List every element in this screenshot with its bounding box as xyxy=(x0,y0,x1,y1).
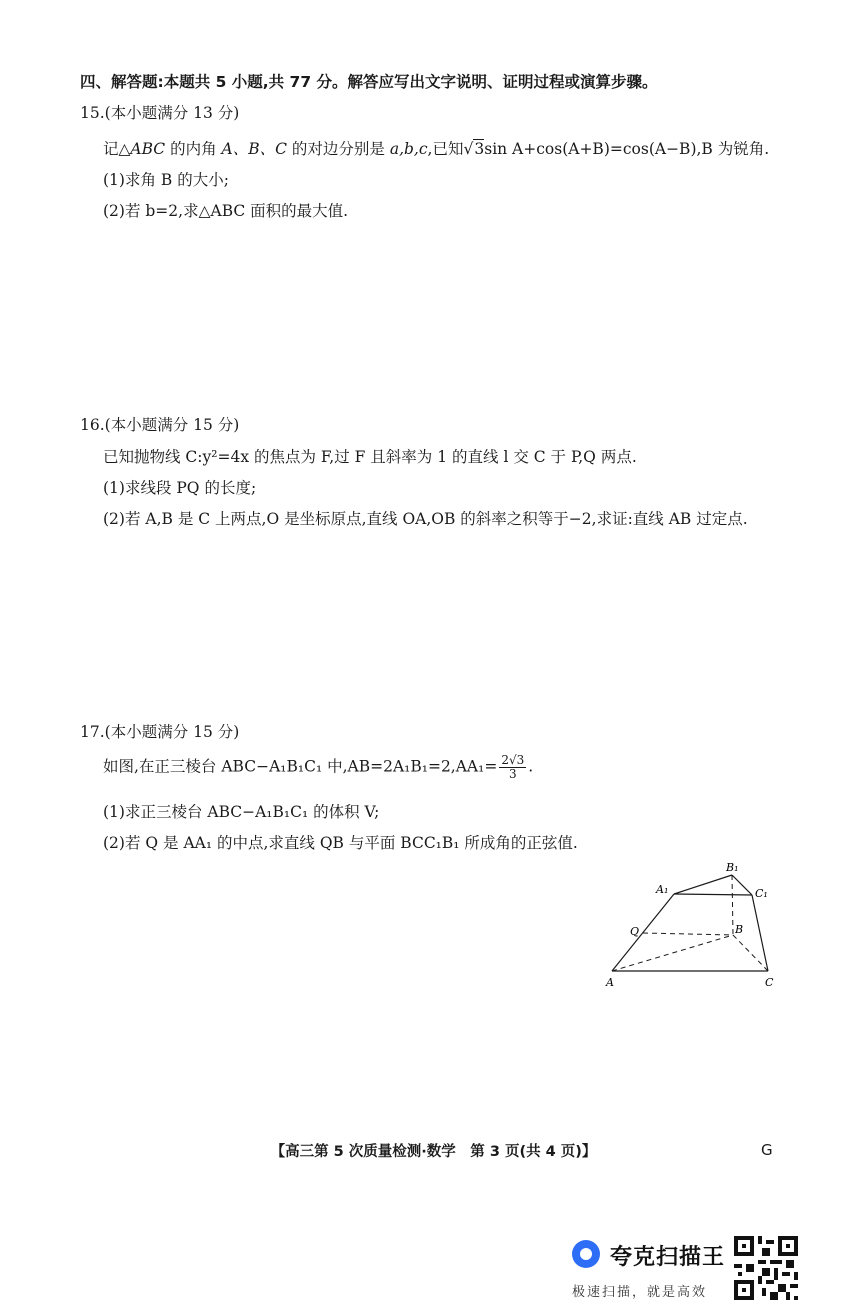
q16-heading: 16.(本小题满分 15 分) xyxy=(80,416,240,434)
q15-stem-abc: ABC xyxy=(130,140,166,158)
q15-part1: (1)求角 B 的大小; xyxy=(103,171,229,189)
edge-cc1 xyxy=(752,895,768,971)
version-mark: G xyxy=(761,1141,773,1159)
q17-part2: (2)若 Q 是 AA₁ 的中点,求直线 QB 与平面 BCC₁B₁ 所成角的正弦值. xyxy=(103,834,578,852)
label-c1: C₁ xyxy=(755,887,768,900)
q15-stem xyxy=(103,137,769,159)
label-c: C xyxy=(765,976,774,989)
qr-code-icon xyxy=(734,1236,798,1300)
q15-stem-sides: a,b,c xyxy=(389,140,428,158)
label-b: B xyxy=(735,923,744,936)
sqrt3-glyph: √3 xyxy=(463,140,485,158)
q17-heading: 17.(本小题满分 15 分) xyxy=(80,723,240,741)
edge-a1b1 xyxy=(674,875,732,894)
q15-stem-formula: sin A+cos(A+B)=cos(A−B) xyxy=(484,140,697,158)
q17-part1: (1)求正三棱台 ABC−A₁B₁C₁ 的体积 V; xyxy=(103,803,380,821)
edge-qb xyxy=(643,933,733,935)
edge-aa1 xyxy=(612,894,674,971)
label-a: A xyxy=(606,976,614,989)
q16-part1: (1)求线段 PQ 的长度; xyxy=(103,479,257,497)
edge-bc xyxy=(733,935,768,971)
q17-frac-den: 3 xyxy=(508,767,517,781)
edge-ab xyxy=(612,935,733,971)
frustum-figure xyxy=(600,855,790,995)
edge-a1c1 xyxy=(674,894,752,895)
label-a1: A₁ xyxy=(656,883,669,896)
q15-stem-mid3: ,已知 xyxy=(427,140,464,158)
q17-frac-num: 2√3 xyxy=(501,753,525,767)
watermark-subtitle: 极速扫描，就是高效 xyxy=(572,1285,708,1300)
page-footer: 【高三第 5 次质量检测·数学 第 3 页(共 4 页)】 xyxy=(270,1144,597,1160)
q15-stem-mid2: 的对边分别是 xyxy=(286,140,390,158)
q17-fraction xyxy=(499,754,526,781)
watermark-title: 夸克扫描王 xyxy=(610,1245,726,1270)
q15-part2: (2)若 b=2,求△ABC 面积的最大值. xyxy=(103,202,349,220)
q15-stem-mid: 的内角 xyxy=(165,140,222,158)
edge-bb1 xyxy=(732,875,733,935)
quark-logo-icon xyxy=(572,1240,600,1268)
q15-stem-vars: A、B、C xyxy=(221,140,287,158)
q15-stem-post: ,B 为锐角. xyxy=(696,140,770,158)
q16-stem: 已知抛物线 C:y²=4x 的焦点为 F,过 F 且斜率为 1 的直线 l 交 C 于 P,Q 两点. xyxy=(103,448,637,466)
edge-b1c1 xyxy=(732,875,752,895)
q17-stem-pre: 如图,在正三棱台 ABC−A₁B₁C₁ 中,AB=2A₁B₁=2,AA₁= xyxy=(103,757,498,776)
q17-stem xyxy=(103,754,533,781)
q15-heading: 15.(本小题满分 13 分) xyxy=(80,104,240,122)
section-title: 四、解答题:本题共 5 小题,共 77 分。解答应写出文字说明、证明过程或演算步骤。 xyxy=(80,73,658,91)
q17-stem-post: . xyxy=(528,757,534,776)
q16-part2: (2)若 A,B 是 C 上两点,O 是坐标原点,直线 OA,OB 的斜率之积等于−2,求证:直线 AB 过定点. xyxy=(103,510,748,528)
label-b1: B₁ xyxy=(726,861,739,874)
q15-stem-pre: 记△ xyxy=(103,140,131,158)
label-q: Q xyxy=(630,925,640,938)
